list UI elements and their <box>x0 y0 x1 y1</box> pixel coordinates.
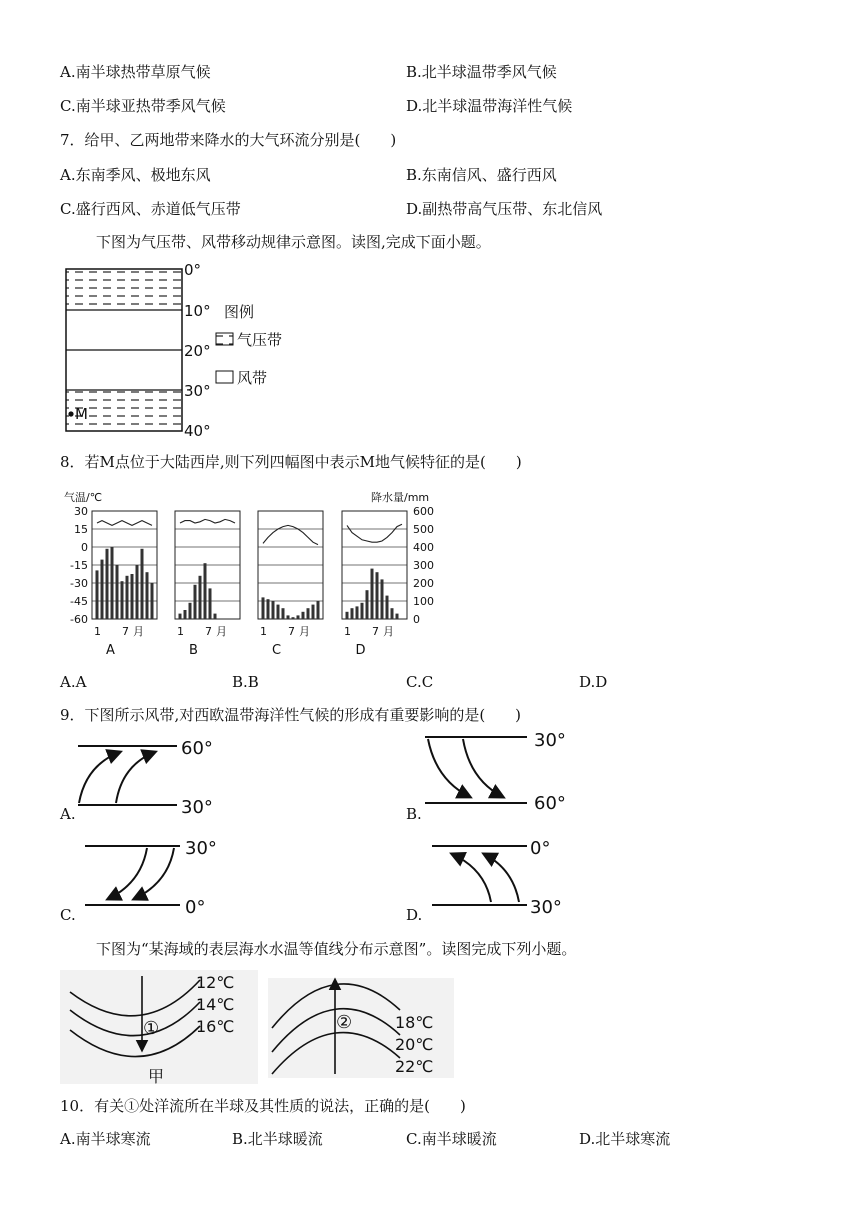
q8-option-d: D.D <box>579 673 608 691</box>
legend-pressure-swatch <box>216 333 233 345</box>
marker-1: ① <box>143 1018 160 1039</box>
month-1-label: 1 <box>344 625 351 638</box>
precip-bar <box>312 605 315 619</box>
iso-20-label: 20℃ <box>395 1035 434 1054</box>
temperature-line <box>263 525 318 544</box>
d-top-lat: 0° <box>530 838 551 859</box>
temp-tick: 0 <box>81 541 88 554</box>
precip-bar <box>292 617 295 619</box>
precip-bar <box>146 572 149 619</box>
m-point <box>68 411 73 416</box>
q6-option-b: B.北半球温带季风气候 <box>406 63 557 81</box>
climate-chart-d <box>342 511 407 658</box>
iso-18-label: 18℃ <box>395 1013 434 1032</box>
wind-arrow-a2 <box>116 752 155 803</box>
month-7-label: 7 <box>205 625 212 638</box>
precip-bar <box>376 572 379 619</box>
temp-axis-label: 气温/℃ <box>64 491 103 504</box>
lat-30-label: 30° <box>184 382 211 400</box>
precip-bar <box>121 581 124 619</box>
precip-bar <box>111 547 114 619</box>
precip-bar <box>194 585 197 619</box>
q7-option-a: A.东南季风、极地东风 <box>60 166 211 184</box>
precip-bar <box>106 549 109 619</box>
precip-tick: 300 <box>413 559 434 572</box>
temperature-line <box>347 524 402 542</box>
q9-stem: 9．下图所示风带,对西欧温带海洋性气候的形成有重要影响的是( ) <box>60 706 522 724</box>
c-bottom-lat: 0° <box>185 897 206 918</box>
climate-chart-c <box>258 511 323 658</box>
precip-tick: 0 <box>413 613 420 626</box>
q6-option-c: C.南半球亚热带季风气候 <box>60 97 226 115</box>
q8-option-c: C.C <box>406 673 434 691</box>
b-bottom-lat: 60° <box>534 793 566 814</box>
q8-option-b: B.B <box>232 673 259 691</box>
precip-bar <box>287 615 290 619</box>
iso-22-label: 22℃ <box>395 1057 434 1076</box>
precip-bar <box>184 610 187 619</box>
month-unit: 月 <box>216 625 227 638</box>
month-7-label: 7 <box>372 625 379 638</box>
precip-bar <box>282 608 285 619</box>
c-top-lat: 30° <box>185 838 217 859</box>
precip-bar <box>346 612 349 619</box>
q9-option-b: B. <box>406 805 422 823</box>
precip-tick: 500 <box>413 523 434 536</box>
wind-arrow-b1 <box>428 739 470 797</box>
intro-pressure-belts: 下图为气压带、风带移动规律示意图。读图,完成下面小题。 <box>96 233 491 251</box>
precip-bar <box>297 615 300 619</box>
temp-tick: -30 <box>70 577 88 590</box>
legend-pressure-label: 气压带 <box>237 331 283 349</box>
month-7-label: 7 <box>288 625 295 638</box>
q10-option-a: A.南半球寒流 <box>60 1130 151 1148</box>
panel-label: B <box>189 643 198 658</box>
precip-bar <box>116 565 119 619</box>
q8-stem: 8．若M点位于大陆西岸,则下列四幅图中表示M地气候特征的是( ) <box>60 453 522 471</box>
month-1-label: 1 <box>260 625 267 638</box>
q10-option-d: D.北半球寒流 <box>579 1130 671 1148</box>
climate-chart-a <box>92 511 157 658</box>
q10-option-b: B.北半球暖流 <box>232 1130 323 1148</box>
precip-bar <box>391 608 394 619</box>
precip-bar <box>381 579 384 619</box>
iso-12-label: 12℃ <box>196 973 235 992</box>
precip-bar <box>126 576 129 619</box>
climate-chart-b <box>175 511 240 658</box>
precip-bar <box>396 614 399 619</box>
wind-arrow-a1 <box>79 752 120 803</box>
precip-bar <box>277 605 280 619</box>
wind-arrow-c1 <box>108 848 147 899</box>
precip-bar <box>366 590 369 619</box>
month-1-label: 1 <box>94 625 101 638</box>
precip-bar <box>267 599 270 619</box>
q10-option-c: C.南半球暖流 <box>406 1130 497 1148</box>
lat-0-label: 0° <box>184 261 202 279</box>
precip-bar <box>136 565 139 619</box>
precip-bar <box>179 614 182 619</box>
temp-tick: -60 <box>70 613 88 626</box>
intro-sea-temperature: 下图为“某海域的表层海水水温等值线分布示意图”。读图完成下列小题。 <box>96 940 577 958</box>
lat-10-label: 10° <box>184 302 211 320</box>
precip-bar <box>204 563 207 619</box>
b-top-lat: 30° <box>534 730 566 751</box>
precip-bar <box>131 574 134 619</box>
q7-option-c: C.盛行西风、赤道低气压带 <box>60 200 241 218</box>
month-7-label: 7 <box>122 625 129 638</box>
precip-bar <box>199 576 202 619</box>
precip-bar <box>189 603 192 619</box>
pressure-wind-belt-figure <box>60 260 320 440</box>
precip-bar <box>351 608 354 619</box>
temp-tick: -45 <box>70 595 88 608</box>
q6-option-d: D.北半球温带海洋性气候 <box>406 97 573 115</box>
sea-temperature-figure <box>60 970 460 1085</box>
precip-tick: 100 <box>413 595 434 608</box>
wind-belt-options-figure <box>0 725 860 920</box>
month-unit: 月 <box>383 625 394 638</box>
panel-label: A <box>106 643 115 658</box>
q9-option-a: A. <box>60 805 76 823</box>
precip-bar <box>356 606 359 619</box>
legend-wind-label: 风带 <box>237 369 268 387</box>
iso-14-label: 14℃ <box>196 995 235 1014</box>
precip-bar <box>361 603 364 619</box>
temp-tick: 30 <box>74 505 88 518</box>
month-unit: 月 <box>133 625 144 638</box>
q9-option-c: C. <box>60 906 76 924</box>
temp-tick: 15 <box>74 523 88 536</box>
temperature-line <box>97 521 152 526</box>
wind-arrow-b2 <box>463 739 503 797</box>
d-bottom-lat: 30° <box>530 897 562 918</box>
climate-charts-figure <box>60 488 480 658</box>
panel-label: D <box>355 643 366 658</box>
iso-16-label: 16℃ <box>196 1017 235 1036</box>
a-bottom-lat: 30° <box>181 797 213 818</box>
precip-bar <box>151 583 154 619</box>
place-jia: 甲 <box>148 1067 165 1085</box>
precip-bar <box>302 612 305 619</box>
q6-option-a: A.南半球热带草原气候 <box>60 63 211 81</box>
month-1-label: 1 <box>177 625 184 638</box>
temperature-line <box>180 519 235 523</box>
precip-bar <box>386 596 389 619</box>
q10-stem: 10．有关①处洋流所在半球及其性质的说法，正确的是( ) <box>60 1097 466 1115</box>
precip-bar <box>141 549 144 619</box>
temp-tick: -15 <box>70 559 88 572</box>
precip-bar <box>209 588 212 619</box>
precip-bar <box>214 614 217 619</box>
legend-title: 图例 <box>224 303 255 321</box>
precip-bar <box>317 601 320 619</box>
precip-bar <box>307 608 310 619</box>
precip-axis-label: 降水量/mm <box>371 491 430 504</box>
pressure-belt-0-10 <box>66 269 182 310</box>
precip-tick: 600 <box>413 505 434 518</box>
panel-label: C <box>271 643 282 658</box>
lat-20-label: 20° <box>184 342 211 360</box>
q7-option-b: B.东南信风、盛行西风 <box>406 166 557 184</box>
wind-arrow-c2 <box>134 848 174 899</box>
marker-2: ② <box>336 1012 353 1033</box>
precip-tick: 400 <box>413 541 434 554</box>
q7-stem: 7．给甲、乙两地带来降水的大气环流分别是( ) <box>60 131 397 149</box>
a-top-lat: 60° <box>181 738 213 759</box>
precip-bar <box>272 601 275 619</box>
precip-bar <box>101 560 104 619</box>
q8-option-a: A.A <box>60 673 87 691</box>
precip-bar <box>371 569 374 619</box>
lat-40-label: 40° <box>184 422 211 440</box>
q9-option-d: D. <box>406 906 423 924</box>
wind-arrow-d1 <box>452 854 491 902</box>
precip-bar <box>262 597 265 619</box>
m-point-label: M <box>75 405 88 423</box>
q7-option-d: D.副热带高气压带、东北信风 <box>406 200 603 218</box>
precip-bar <box>96 570 99 619</box>
month-unit: 月 <box>299 625 310 638</box>
legend-wind-swatch <box>216 371 233 383</box>
precip-tick: 200 <box>413 577 434 590</box>
